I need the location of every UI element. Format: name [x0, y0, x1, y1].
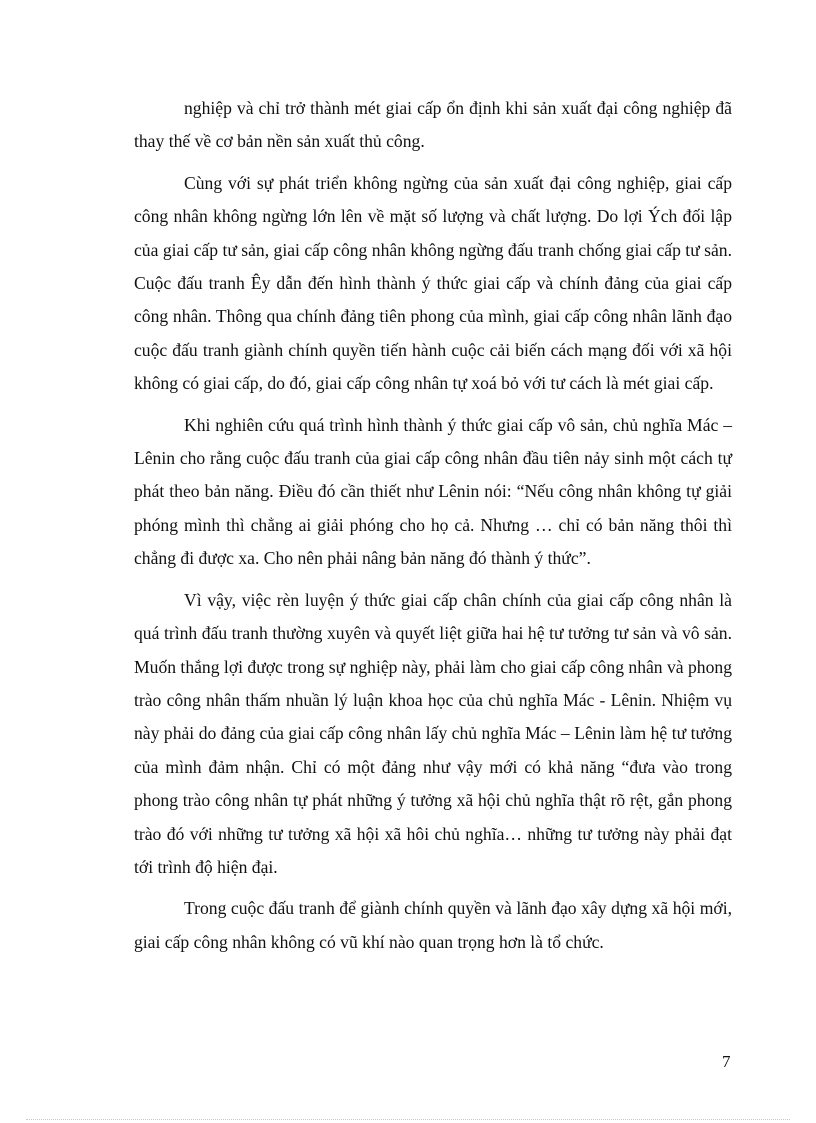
paragraph: Trong cuộc đấu tranh để giành chính quyền và lãnh đạo xây dựng xã hội mới, giai cấp công nhân không có vũ khí nào quan trọng hơn là tổ chức.: [134, 898, 732, 952]
body-text: [134, 92, 732, 967]
page-number: 7: [722, 1052, 731, 1071]
page-bottom-divider: [26, 1119, 790, 1120]
paragraph-continuation: nghiệp và chỉ trở thành mét giai cấp ổn định khi sản xuất đại công nghiệp đã thay thế về cơ bản nền sản xuất thủ công.: [134, 98, 732, 152]
paragraph: Khi nghiên cứu quá trình hình thành ý thức giai cấp vô sản, chủ nghĩa Mác – Lênin cho rằng cuộc đấu tranh của giai cấp công nhân đầu tiên nảy sinh một cách tự phát theo bản năng. Điều đó cần thiết như Lênin nói: “Nếu công nhân không tự giải phóng mình thì chẳng ai giải phóng cho họ cả. Nhưng … chỉ có bản năng thôi thì chẳng đi được xa. Cho nên phải nâng bản năng đó thành ý thức”.: [134, 414, 732, 569]
paragraph: Vì vậy, việc rèn luyện ý thức giai cấp chân chính của giai cấp công nhân là quá trình đấu tranh thường xuyên và quyết liệt giữa hai hệ tư tưởng tư sản và vô sản. Muốn thắng lợi được trong sự nghiệp này, phải làm cho giai cấp công nhân và phong trào công nhân thấm nhuần lý luận khoa học của chủ nghĩa Mác - Lênin. Nhiệm vụ này phải do đảng của giai cấp công nhân lấy chủ nghĩa Mác – Lênin làm hệ tư tưởng của mình đảm nhận. Chỉ có một đảng như vậy mới có khả năng “đưa vào trong phong trào công nhân tự phát những ý tưởng xã hội chủ nghĩa thật rõ rệt, gắn phong trào đó với những tư tưởng xã hội xã hôi chủ nghĩa… những tư tưởng này phải đạt tới trình độ hiện đại.: [134, 589, 732, 877]
paragraph: Cùng với sự phát triển không ngừng của sản xuất đại công nghiệp, giai cấp công nhân không ngừng lớn lên về mặt số lượng và chất lượng. Do lợi Ých đối lập của giai cấp tư sản, giai cấp công nhân không ngừng đấu tranh chống giai cấp tư sản. Cuộc đấu tranh Êy dẫn đến hình thành ý thức giai cấp và chính đảng của giai cấp công nhân. Thông qua chính đảng tiên phong của mình, giai cấp công nhân lãnh đạo cuộc đấu tranh giành chính quyền tiến hành cuộc cải biến cách mạng đối với xã hội không có giai cấp, do đó, giai cấp công nhân tự xoá bỏ với tư cách là mét giai cấp.: [134, 172, 732, 394]
